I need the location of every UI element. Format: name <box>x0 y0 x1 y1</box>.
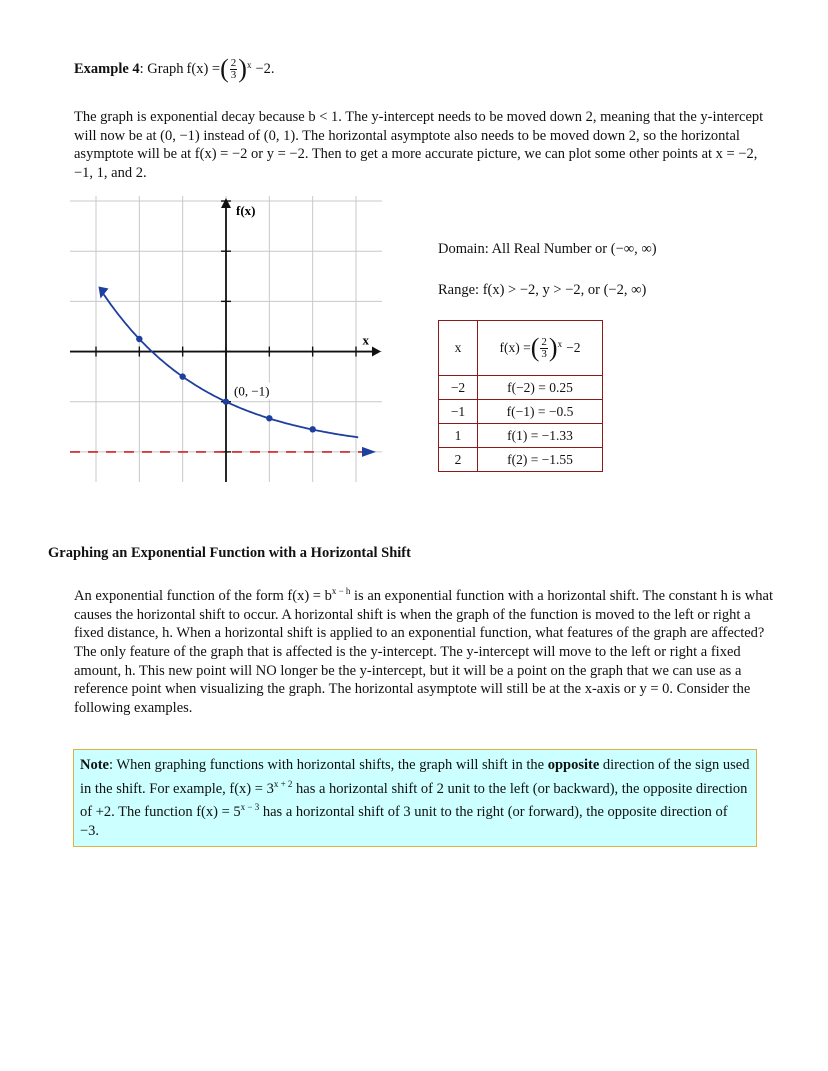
example-num: 2 <box>230 56 237 69</box>
note-text-3: has a horizontal shift of 2 unit to the left (or backward), the opposite direction of +2. The function f(x) = 5 <box>80 780 748 821</box>
table-cell-x: −1 <box>439 400 478 424</box>
table-row <box>439 376 603 400</box>
note-box <box>73 749 757 847</box>
note-text-2: direction of the sign used in the shift. For example, f(x) = 3 <box>80 757 750 797</box>
table-exp: x <box>557 339 563 349</box>
graph-points <box>99 287 316 433</box>
y-axis-arrow-icon <box>221 198 231 208</box>
note-exp-2: x − 3 <box>240 802 260 813</box>
note-label: Note <box>80 757 109 773</box>
example-lead: : Graph <box>139 60 184 77</box>
asymptote-arrow-icon <box>362 447 376 457</box>
table-header-fx <box>478 321 603 376</box>
shift-paragraph <box>74 582 780 718</box>
open-paren-glyph: ( <box>220 54 229 83</box>
table-cell-fx: f(2) = −1.55 <box>478 448 603 472</box>
exponential-graph <box>70 196 382 482</box>
domain-text: Domain: All Real Number or (−∞, ∞) <box>438 241 657 257</box>
shift-paragraph-part2: is an exponential function with a horizontal shift. The constant h is what causes the horizontal shift to occur. A horizontal shift is when the graph of the function is moved to the left or right a fixed distance, h. When a horizontal shift is applied to an exponential function, what features of the graph are affected? The only feature of the graph that is affected is the y-intercept. The y-intercept will move to the left or right a fixed amount, h. This new point will NO longer be the y-intercept, but it will be a point on the graph that we can use as a reference point when visualizing the graph. The horizontal asymptote will still be at the x-axis or y = 0. Consider the following examples. <box>74 587 773 717</box>
example-fraction <box>230 58 238 81</box>
graph-point <box>136 336 142 342</box>
table-row <box>439 400 603 424</box>
note-text-4: has a horizontal shift of 3 unit to the right (or forward), the opposite direction of −3. <box>80 804 728 839</box>
note-bold: opposite <box>547 757 600 773</box>
graph-point <box>223 399 229 405</box>
table-open-paren-glyph: ( <box>530 333 540 362</box>
table-header-row <box>439 321 603 376</box>
curve-arrow-icon <box>99 287 109 299</box>
table-den: 3 <box>541 347 547 360</box>
table-row <box>439 448 603 472</box>
x-axis-arrow-icon <box>372 347 381 357</box>
example-heading <box>74 56 275 82</box>
example-label: Example 4 <box>74 60 140 77</box>
table-row <box>439 424 603 448</box>
close-paren-glyph: ) <box>238 54 247 83</box>
shift-paragraph-exp: x − h <box>331 586 351 596</box>
intro-paragraph: The graph is exponential decay because b < 1. The y-intercept needs to be moved down 2, meaning that the y-intercept will now be at (0, −1) instead of (0, 1). The horizontal asymptote also needs to be moved down 2, so the horizontal asymptote will be at f(x) = −2 or y = −2. Then to get a more accurate picture, we can plot some other points at x = −2, −1, 1, and 2. <box>74 109 764 182</box>
note-exp-1: x + 2 <box>273 778 293 789</box>
table-cell-fx: f(−1) = −0.5 <box>478 400 603 424</box>
table-cell-x: 1 <box>439 424 478 448</box>
graph-axes <box>70 198 381 482</box>
horizontal-asymptote <box>70 447 376 457</box>
example-fx: f(x) = <box>186 60 221 77</box>
table-num: 2 <box>541 335 547 348</box>
y-intercept-label: (0, −1) <box>234 383 270 399</box>
graph-point <box>309 426 315 432</box>
table-fraction <box>540 337 548 360</box>
graph-point <box>266 415 272 421</box>
table-cell-fx: f(1) = −1.33 <box>478 424 603 448</box>
note-text-1: : When graphing functions with horizontal shifts, the graph will shift in the <box>109 757 548 773</box>
table-cell-fx: f(−2) = 0.25 <box>478 376 603 400</box>
range-text: Range: f(x) > −2, y > −2, or (−2, ∞) <box>438 282 647 298</box>
x-axis-label: x <box>362 332 369 348</box>
table-cell-x: −2 <box>439 376 478 400</box>
example-den: 3 <box>230 68 237 81</box>
table-close-paren-glyph: ) <box>548 333 558 362</box>
section-heading: Graphing an Exponential Function with a Horizontal Shift <box>48 545 411 561</box>
table-cell-x: 2 <box>439 448 478 472</box>
y-axis-label: f(x) <box>236 203 256 218</box>
graph-point <box>179 373 185 379</box>
example-minus: −2. <box>255 60 275 77</box>
exponential-curve <box>103 293 359 438</box>
table-minus: −2 <box>566 340 581 355</box>
values-table <box>438 320 603 472</box>
shift-paragraph-part1: An exponential function of the form f(x) = b <box>74 587 332 604</box>
example-exp: x <box>246 59 252 70</box>
table-header-fx-text: f(x) = <box>499 340 531 355</box>
table-header-x: x <box>439 321 478 376</box>
